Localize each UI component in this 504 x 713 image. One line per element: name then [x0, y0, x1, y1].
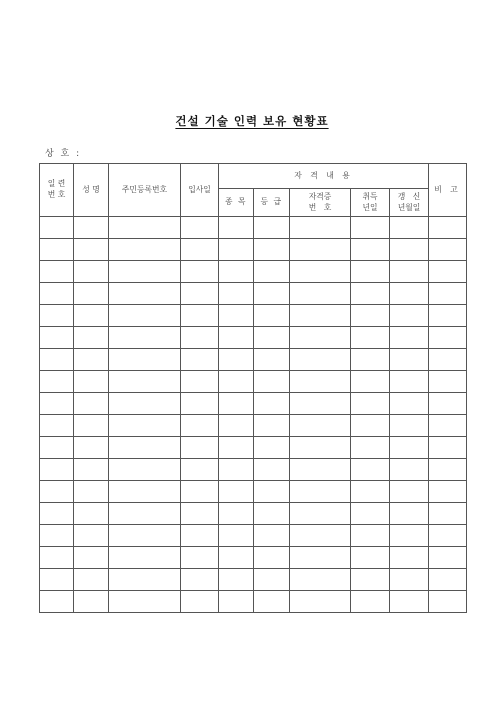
table-cell [351, 547, 390, 569]
table-cell [219, 371, 254, 393]
table-row [40, 503, 467, 525]
table-cell [254, 503, 290, 525]
table-cell [290, 261, 351, 283]
table-cell [40, 525, 74, 547]
table-row [40, 569, 467, 591]
table-cell [254, 261, 290, 283]
table-cell [351, 305, 390, 327]
table-cell [181, 217, 219, 239]
table-cell [40, 305, 74, 327]
table-row [40, 217, 467, 239]
table-cell [181, 239, 219, 261]
table-row [40, 459, 467, 481]
table-cell [74, 283, 109, 305]
table-cell [351, 503, 390, 525]
table-cell [390, 239, 429, 261]
table-cell [181, 393, 219, 415]
table-row [40, 283, 467, 305]
table-cell [254, 437, 290, 459]
table-cell [109, 547, 181, 569]
table-cell [290, 503, 351, 525]
table-cell [254, 525, 290, 547]
table-cell [74, 481, 109, 503]
table-cell [390, 591, 429, 613]
table-cell [390, 415, 429, 437]
table-cell [351, 525, 390, 547]
table-cell [181, 437, 219, 459]
personnel-table [39, 163, 467, 613]
table-cell [109, 349, 181, 371]
table-cell [429, 327, 467, 349]
header-serial-line2: 번 호 [47, 190, 66, 199]
table-cell [290, 415, 351, 437]
table-cell [351, 437, 390, 459]
table-cell [254, 349, 290, 371]
table-cell [351, 415, 390, 437]
table-cell [219, 481, 254, 503]
table-cell [181, 349, 219, 371]
table-cell [109, 437, 181, 459]
table-row [40, 239, 467, 261]
table-cell [390, 525, 429, 547]
table-cell [390, 459, 429, 481]
table-cell [429, 525, 467, 547]
table-cell [40, 415, 74, 437]
table-cell [74, 305, 109, 327]
table-cell [219, 261, 254, 283]
table-cell [74, 393, 109, 415]
table-cell [40, 261, 74, 283]
table-cell [390, 305, 429, 327]
table-cell [254, 371, 290, 393]
table-cell [290, 547, 351, 569]
table-cell [351, 349, 390, 371]
table-cell [254, 591, 290, 613]
table-cell [219, 239, 254, 261]
table-row [40, 481, 467, 503]
table-cell [429, 217, 467, 239]
table-row [40, 393, 467, 415]
table-cell [219, 349, 254, 371]
table-cell [219, 569, 254, 591]
table-cell [219, 283, 254, 305]
table-cell [219, 305, 254, 327]
table-cell [40, 569, 74, 591]
table-cell [429, 459, 467, 481]
table-cell [109, 283, 181, 305]
table-cell [254, 393, 290, 415]
table-row [40, 349, 467, 371]
table-cell [390, 217, 429, 239]
table-cell [390, 371, 429, 393]
table-cell [40, 481, 74, 503]
table-cell [390, 327, 429, 349]
table-cell [254, 327, 290, 349]
table-cell [290, 481, 351, 503]
table-cell [390, 569, 429, 591]
table-cell [109, 261, 181, 283]
table-cell [74, 349, 109, 371]
table-cell [40, 327, 74, 349]
table-cell [290, 217, 351, 239]
table-cell [351, 261, 390, 283]
table-cell [290, 327, 351, 349]
table-cell [219, 415, 254, 437]
table-cell [109, 327, 181, 349]
table-cell [74, 437, 109, 459]
table-cell [109, 525, 181, 547]
table-cell [181, 591, 219, 613]
table-row [40, 305, 467, 327]
table-cell [181, 261, 219, 283]
table-cell [290, 283, 351, 305]
table-cell [109, 305, 181, 327]
table-cell [181, 459, 219, 481]
table-cell [181, 547, 219, 569]
table-cell [351, 393, 390, 415]
table-cell [219, 459, 254, 481]
header-serial-line1: 일 련 [47, 179, 66, 189]
table-cell [219, 525, 254, 547]
table-cell [40, 393, 74, 415]
table-cell [219, 547, 254, 569]
table-cell [390, 503, 429, 525]
table-cell [74, 261, 109, 283]
table-cell [254, 415, 290, 437]
table-cell [290, 591, 351, 613]
table-cell [181, 305, 219, 327]
table-cell [181, 569, 219, 591]
table-cell [109, 459, 181, 481]
table-cell [290, 239, 351, 261]
table-cell [74, 591, 109, 613]
table-cell [109, 217, 181, 239]
table-cell [290, 305, 351, 327]
table-cell [429, 437, 467, 459]
table-cell [74, 239, 109, 261]
header-acquire-line1: 취득 [362, 191, 378, 201]
table-cell [254, 283, 290, 305]
table-cell [351, 239, 390, 261]
table-cell [74, 503, 109, 525]
header-renew-line2: 년월일 [397, 202, 421, 212]
table-cell [109, 569, 181, 591]
table-cell [429, 371, 467, 393]
table-cell [351, 459, 390, 481]
table-cell [254, 459, 290, 481]
table-row [40, 525, 467, 547]
table-cell [74, 525, 109, 547]
header-type: 종 목 [219, 189, 254, 217]
table-cell [109, 371, 181, 393]
table-cell [290, 349, 351, 371]
table-row [40, 327, 467, 349]
table-cell [254, 305, 290, 327]
table-cell [40, 503, 74, 525]
table-row [40, 371, 467, 393]
table-cell [181, 283, 219, 305]
table-cell [429, 569, 467, 591]
table-cell [390, 283, 429, 305]
table-row [40, 415, 467, 437]
table-cell [74, 547, 109, 569]
table-cell [74, 217, 109, 239]
table-row [40, 437, 467, 459]
table-cell [181, 481, 219, 503]
header-acquire-line2: 년일 [362, 202, 378, 212]
table-cell [109, 393, 181, 415]
table-cell [181, 371, 219, 393]
table-cell [254, 217, 290, 239]
table-cell [429, 503, 467, 525]
table-cell [181, 415, 219, 437]
table-cell [40, 591, 74, 613]
table-cell [290, 525, 351, 547]
table-cell [219, 437, 254, 459]
table-cell [429, 239, 467, 261]
table-cell [429, 393, 467, 415]
table-cell [40, 437, 74, 459]
table-cell [254, 481, 290, 503]
header-resident-id: 주민등록번호 [109, 164, 181, 217]
header-qualification-group: 자 격 내 용 [219, 164, 429, 189]
table-cell [219, 393, 254, 415]
table-cell [109, 503, 181, 525]
table-cell [290, 437, 351, 459]
table-cell [74, 327, 109, 349]
table-cell [351, 283, 390, 305]
table-cell [74, 569, 109, 591]
table-cell [351, 481, 390, 503]
table-cell [40, 349, 74, 371]
table-cell [219, 217, 254, 239]
header-serial-number [40, 164, 74, 217]
table-row [40, 547, 467, 569]
header-cert-line1: 자격증 [308, 191, 332, 201]
table-cell [219, 591, 254, 613]
table-cell [290, 371, 351, 393]
header-cert-number [290, 189, 351, 217]
table-cell [351, 591, 390, 613]
table-cell [181, 503, 219, 525]
table-cell [429, 481, 467, 503]
table-cell [109, 239, 181, 261]
table-cell [254, 239, 290, 261]
header-renew-line1: 갱 신 [397, 191, 421, 201]
table-cell [429, 261, 467, 283]
table-row [40, 261, 467, 283]
table-cell [390, 393, 429, 415]
table-cell [40, 283, 74, 305]
table-cell [109, 415, 181, 437]
header-renew-date [390, 189, 429, 217]
table-cell [109, 591, 181, 613]
table-cell [429, 283, 467, 305]
header-name: 성 명 [74, 164, 109, 217]
company-label: 상 호 : [45, 149, 82, 159]
table-cell [429, 415, 467, 437]
document-title: 건설 기술 인력 보유 현황표 [175, 114, 329, 128]
table-cell [74, 371, 109, 393]
table-cell [109, 481, 181, 503]
table-cell [74, 459, 109, 481]
table-cell [429, 349, 467, 371]
table-cell [351, 371, 390, 393]
table-cell [429, 547, 467, 569]
table-cell [40, 459, 74, 481]
table-cell [390, 547, 429, 569]
header-join-date: 입사일 [181, 164, 219, 217]
table-cell [40, 239, 74, 261]
table-cell [351, 569, 390, 591]
table-cell [254, 547, 290, 569]
table-cell [219, 503, 254, 525]
table-cell [40, 547, 74, 569]
table-row [40, 591, 467, 613]
table-cell [429, 591, 467, 613]
header-acquire-date [351, 189, 390, 217]
table-cell [219, 327, 254, 349]
table-cell [390, 437, 429, 459]
header-cert-line2: 번 호 [308, 202, 332, 212]
table-cell [390, 349, 429, 371]
table-cell [390, 481, 429, 503]
table-cell [290, 569, 351, 591]
table-cell [40, 217, 74, 239]
table-cell [181, 525, 219, 547]
table-cell [181, 327, 219, 349]
table-cell [351, 217, 390, 239]
table-cell [40, 371, 74, 393]
header-grade: 등 급 [254, 189, 290, 217]
table-cell [254, 569, 290, 591]
table-cell [290, 459, 351, 481]
header-remarks: 비 고 [429, 164, 467, 217]
table-cell [74, 415, 109, 437]
table-cell [290, 393, 351, 415]
table-cell [351, 327, 390, 349]
table-cell [429, 305, 467, 327]
table-cell [390, 261, 429, 283]
